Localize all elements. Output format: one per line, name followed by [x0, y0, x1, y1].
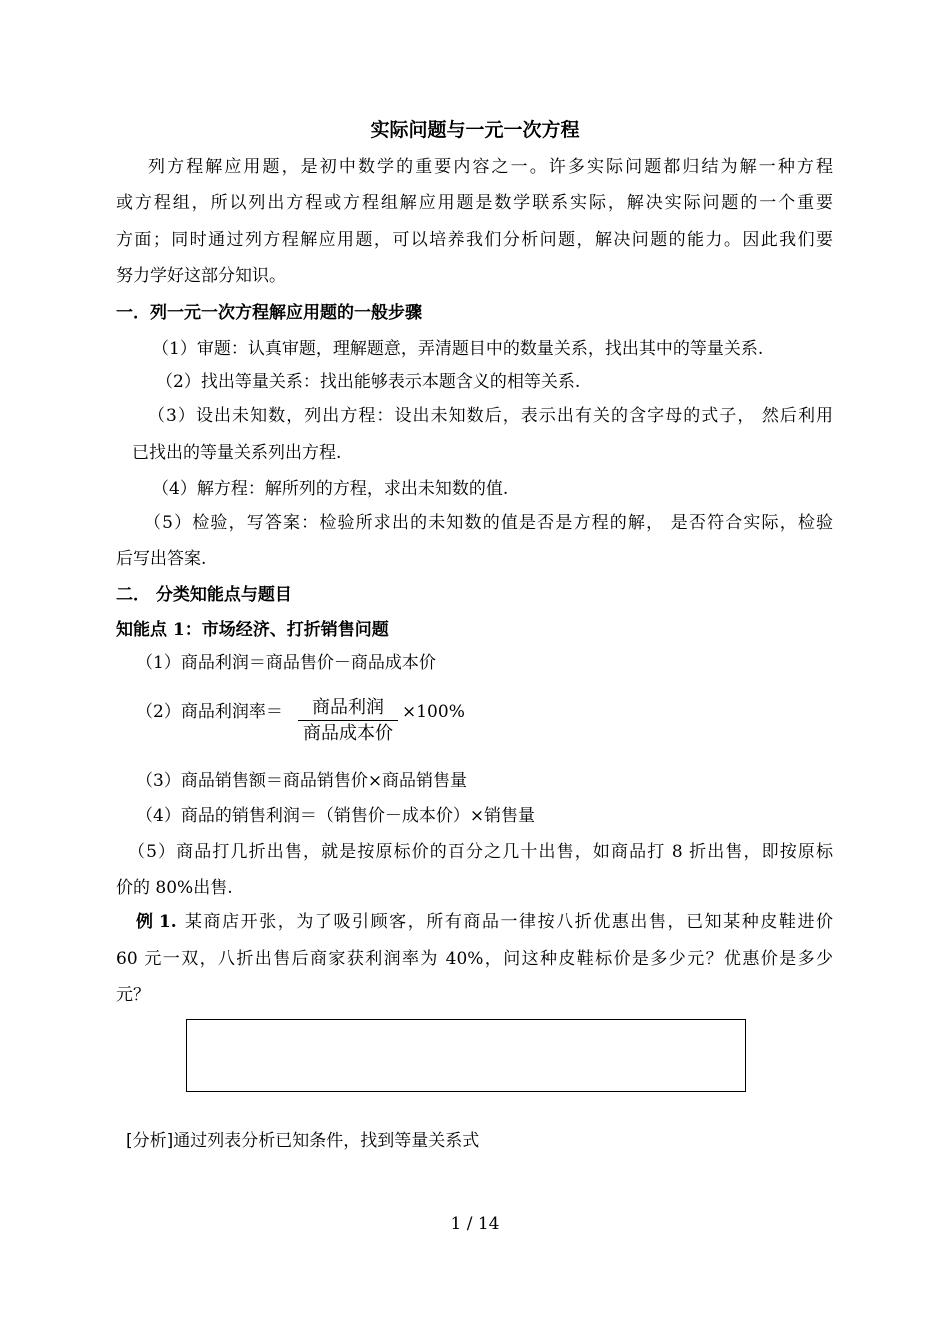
example-1-line-3: 元？ [116, 985, 150, 1005]
example-1-label: 例 1. [136, 912, 177, 932]
analysis-tag: [分析] [126, 1131, 174, 1151]
formula-2-prefix: （2）商品利润率＝ [136, 702, 283, 722]
intro-line-2: 或方程组，所以列出方程或方程组解应用题是数学联系实际，解决实际问题的一个重要 [116, 193, 833, 213]
intro-line-4: 努力学好这部分知识。 [116, 266, 286, 286]
analysis-text: 通过列表分析已知条件，找到等量关系式 [173, 1131, 480, 1151]
formula-1: （1）商品利润＝商品售价－商品成本价 [136, 653, 436, 673]
formula-3: （3）商品销售额＝商品销售价×商品销售量 [136, 771, 468, 791]
step-2: （2）找出等量关系：找出能够表示本题含义的相等关系. [156, 372, 581, 392]
profit-rate-fraction [298, 697, 398, 745]
step-5-line-1: （5）检验，写答案：检验所求出的未知数的值是否是方程的解， 是否符合实际，检验 [144, 513, 833, 533]
step-1: （1）审题：认真审题，理解题意，弄清题目中的数量关系，找出其中的等量关系. [152, 339, 764, 359]
formula-5-line-2: 价的 80%出售. [116, 878, 233, 898]
formula-2-suffix: ×100% [402, 702, 465, 722]
knowledge-point-heading: 知能点 1：市场经济、打折销售问题 [116, 620, 389, 640]
fraction-numerator: 商品利润 [298, 697, 398, 721]
page-title: 实际问题与一元一次方程 [370, 119, 580, 141]
formula-4: （4）商品的销售利润＝（销售价－成本价）×销售量 [136, 806, 536, 826]
section1-heading: 一．列一元一次方程解应用题的一般步骤 [116, 303, 422, 323]
section2-heading: 二． 分类知能点与题目 [116, 585, 292, 605]
formula-5-line-1: （5）商品打几折出售，就是按原标价的百分之几十出售，如商品打 8 折出售，即按原标 [128, 842, 833, 862]
example-1-line-2: 60 元一双，八折出售后商家获利润率为 40%，问这种皮鞋标价是多少元？优惠价是多少 [116, 949, 833, 969]
answer-box[interactable] [186, 1019, 746, 1092]
intro-line-1: 列方程解应用题，是初中数学的重要内容之一。许多实际问题都归结为解一种方程 [148, 157, 833, 177]
step-3-line-2: 已找出的等量关系列出方程. [132, 443, 342, 463]
intro-line-3: 方面；同时通过列方程解应用题，可以培养我们分析问题，解决问题的能力。因此我们要 [116, 230, 833, 250]
step-3-line-1: （3）设出未知数，列出方程：设出未知数后，表示出有关的含字母的式子， 然后利用 [148, 406, 833, 426]
example-1-line-1: 某商店开张，为了吸引顾客，所有商品一律按八折优惠出售，已知某种皮鞋进价 [185, 912, 833, 932]
analysis-line [126, 1131, 479, 1151]
step-5-line-2: 后写出答案. [116, 549, 207, 569]
page-number: 1 / 14 [450, 1214, 500, 1234]
fraction-denominator: 商品成本价 [303, 723, 393, 744]
step-4: （4）解方程：解所列的方程，求出未知数的值. [152, 479, 509, 499]
